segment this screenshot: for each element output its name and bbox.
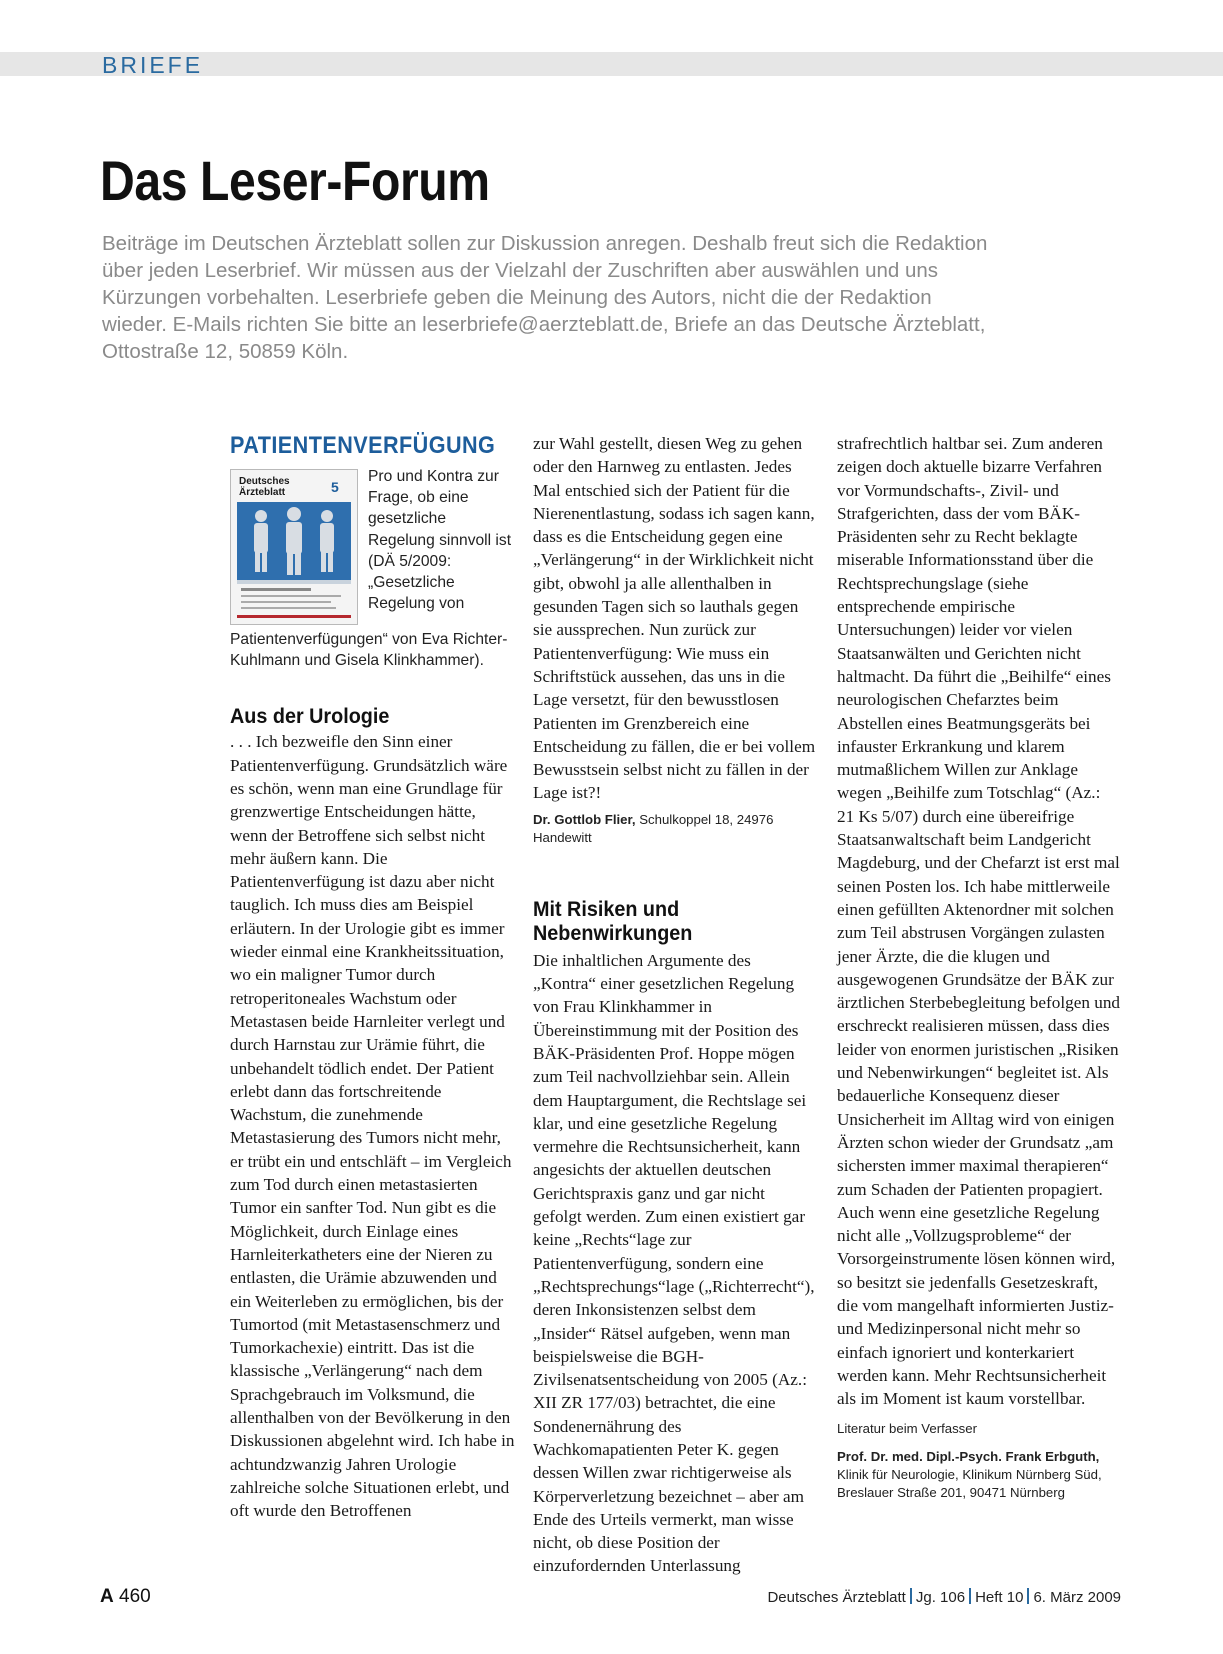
reference-text: Pro und Kontra zur Frage, ob eine gesetzliche Regelung sinnvoll ist (DÄ 5/2009: „Gesetzliche Regelung von Patientenverfügungen“ von Eva Richter-Kuhlmann und Gisela Klinkhammer).	[230, 468, 512, 670]
journal-cover-image	[230, 469, 358, 625]
cover-logo-line1: Deutsches	[239, 476, 290, 487]
letter1-body-part2: zur Wahl gestellt, diesen Weg zu gehen oder den Harnweg zu entlasten. Jedes Mal entschied sich der Patient für die Nierenentlastung, sodass ich sagen kann, dass es die Entscheidung gegen eine „Verlängerung“ in der Wirklichkeit nicht gibt, obwohl ja alle allenthalben in gesunden Tagen sich so lauthals gegen sie aussprechen. Nun zurück zur Patientenverfügung: Wie muss ein Schriftstück aussehen, das uns in die Lage versetzt, für den bewusstlosen Patienten im Grenzbereich eine Entscheidung zu fällen, die er bei vollem Bewusstsein selbst nicht zu fällen in der Lage ist?!	[533, 434, 816, 803]
footer-separator	[910, 1588, 912, 1604]
column-3	[837, 432, 1121, 1502]
letter1-address: Schulkoppel 18, 24976 Handewitt	[533, 811, 774, 845]
letter2-body-part1: Die inhaltlichen Argumente des „Kontra“ einer gesetzlichen Regelung von Frau Klinkhammer in Übereinstimmung mit der Position des BÄK-Präsidenten Prof. Hoppe mögen zum Teil nachvollziehbar sein. Allein dem Hauptargument, die Rechtslage sei klar, und eine gesetzliche Regelung vermehre die Rechtsunsicherheit, kann angesichts der aktuellen deutschen Gerichtspraxis ganz und gar nicht gefolgt werden. Zum einen existiert gar keine „Rechts“lage zur Patientenverfügung, sondern eine „Rechtsprechungs“lage („Richterrecht“), deren Inkonsistenzen selbst dem „Insider“ Rätsel aufgeben, wenn man beispielsweise die BGH-Zivilsenatsentscheidung von 2005 (Az.: XII ZR 177/03) betrachtet, die eine Sondenernährung des Wachkomapatienten Peter K. gegen dessen Willen zwar richtigerweise als Körperverletzung bezeichnet – aber am Ende des Urteils vermerkt, man wisse nicht, ob diese Position der einzufordernden Unterlassung	[533, 950, 815, 1576]
page-title: Das Leser-Forum	[100, 149, 490, 212]
column-1	[230, 432, 516, 1523]
page-number	[100, 1586, 151, 1608]
footer-date: 6. März 2009	[1033, 1589, 1121, 1606]
letter2-signature	[837, 1448, 1121, 1502]
literature-note: Literatur beim Verfasser	[837, 1421, 977, 1437]
letter2-body-part2: strafrechtlich haltbar sei. Zum anderen zeigen doch aktuelle bizarre Verfahren vor Vormundschafts-, Zivil- und Strafgerichten, dass der vom BÄK-Präsidenten sehr zu Recht beklagte miserable Informationsstand über die Rechtsprechungslage (siehe entsprechende empirische Untersuchungen) leider vor vielen Staatsanwälten und Gerichten nicht haltmacht. Da führt die „Beihilfe“ eines neurologischen Chefarztes beim Abstellen eines Beatmungsgeräts bei infauster Erkrankung und klarem mutmaßlichem Willen zur Anklage wegen „Beihilfe zum Totschlag“ (Az.: 21 Ks 5/07) durch eine übereifrige Staatsanwaltschaft beim Landgericht Magdeburg, und der Chefarzt ist erst mal seinen Posten los. Ich habe mittlerweile einen gefüllten Aktenordner mit solchen zum Teil abstrusen Vorgängen zulasten jener Ärzte, die die klugen und ausgewogenen Grundsätze der BÄK zur ärztlichen Sterbebegleitung befolgen und erschreckt realisieren müssen, dass dies leider von enormen juristischen „Risiken und Nebenwirkungen“ begleitet ist. Als bedauerliche Konsequenz dieser Unsicherheit im Alltag wird von einigen Ärzten schon wieder der Grundsatz „am sichersten immer maximal therapieren“ zum Schaden der Patienten propagiert. Auch wenn eine gesetzliche Regelung nicht alle „Vollzugsprobleme“ der Vorsorgeinstrumente lösen können wird, so besitzt sie jedenfalls Gesetzeskraft, die vom mangelhaft informierten Justiz- und Medizinpersonal nicht mehr so einfach ignoriert und konterkariert werden kann. Mehr Rechtsunsicherheit als im Moment ist kaum vorstellbar.	[837, 434, 1121, 1409]
letter1-signature	[533, 811, 816, 847]
letter1-heading: Aus der Urologie	[230, 704, 390, 729]
letter2-address: Breslauer Straße 201, 90471 Nürnberg	[837, 1485, 1065, 1501]
cover-issue-number: 5	[331, 479, 339, 495]
topic-title: PATIENTENVERFÜGUNG	[230, 432, 496, 459]
page-number-value: 460	[119, 1586, 151, 1607]
footer-journal-info	[767, 1588, 1121, 1606]
letter2-affiliation: Klinik für Neurologie, Klinikum Nürnberg Süd,	[837, 1467, 1102, 1483]
cover-logo-line2: Ärzteblatt	[239, 487, 286, 498]
footer-separator	[1027, 1588, 1029, 1604]
letter1-author: Dr. Gottlob Flier,	[533, 811, 636, 827]
footer-separator	[969, 1588, 971, 1604]
letter1-body-part1: . . . Ich bezweifle den Sinn einer Patientenverfügung. Grundsätzlich wäre es schön, wenn man eine Grundlage für grenzwertige Entscheidungen hätte, wenn der Betroffene sich selbst nicht mehr äußern kann. Die Patientenverfügung ist dazu aber nicht tauglich. Ich muss dies am Beispiel erläutern. In der Urologie gibt es immer wieder einmal eine Krankheitssituation, wo ein maligner Tumor durch retroperitoneales Wachstum oder Metastasen beide Harnleiter verlegt und durch Harnstau zur Urämie führt, die unbehandelt tödlich endet. Der Patient erlebt dann das fortschreitende Wachstum, die zunehmende Metastasierung des Tumors nicht mehr, er trübt ein und entschläft – im Vergleich zum Tod durch einen metastasierten Tumor ein sanfter Tod. Nun gibt es die Möglichkeit, durch Einlage eines Harnleiterkatheters eine der Nieren zu entlasten, die Urämie abzuwenden und ein Weiterleben zu ermöglichen, bis der Tumortod (mit Metastasenschmerz und Tumorkachexie) eintritt. Das ist die klassische „Verlängerung“ nach dem Sprachgebrauch im Volksmund, die allenthalben von der Bevölkerung in den Diskussionen abgelehnt wird. Ich habe in achtundzwanzig Jahren Urologie zahlreiche solche Situationen erlebt, und oft wurde den Betroffenen	[230, 732, 515, 1521]
section-label: BRIEFE	[102, 52, 204, 78]
page-prefix: A	[100, 1586, 114, 1607]
footer-volume: Jg. 106	[915, 1589, 966, 1606]
column-2	[533, 432, 816, 1578]
reference-box	[230, 466, 516, 671]
letter2-heading: Mit Risiken und Nebenwirkungen	[533, 896, 693, 945]
letter2-author: Prof. Dr. med. Dipl.-Psych. Frank Erbguth,	[837, 1449, 1100, 1465]
footer-journal-name: Deutsches Ärzteblatt	[767, 1589, 906, 1606]
footer-issue: Heft 10	[975, 1589, 1024, 1606]
intro-text: Beiträge im Deutschen Ärzteblatt sollen zur Diskussion anregen. Deshalb freut sich die Redaktion über jeden Leserbrief. Wir müssen aus der Vielzahl der Zuschriften aber auswählen und uns Kürzungen vorbehalten. Leserbriefe geben die Meinung des Autors, nicht die der Redaktion wieder. E-Mails richten Sie bitte an leserbriefe@aerzteblatt.de, Briefe an das Deutsche Ärzteblatt, Ottostraße 12, 50859 Köln.	[102, 232, 988, 363]
